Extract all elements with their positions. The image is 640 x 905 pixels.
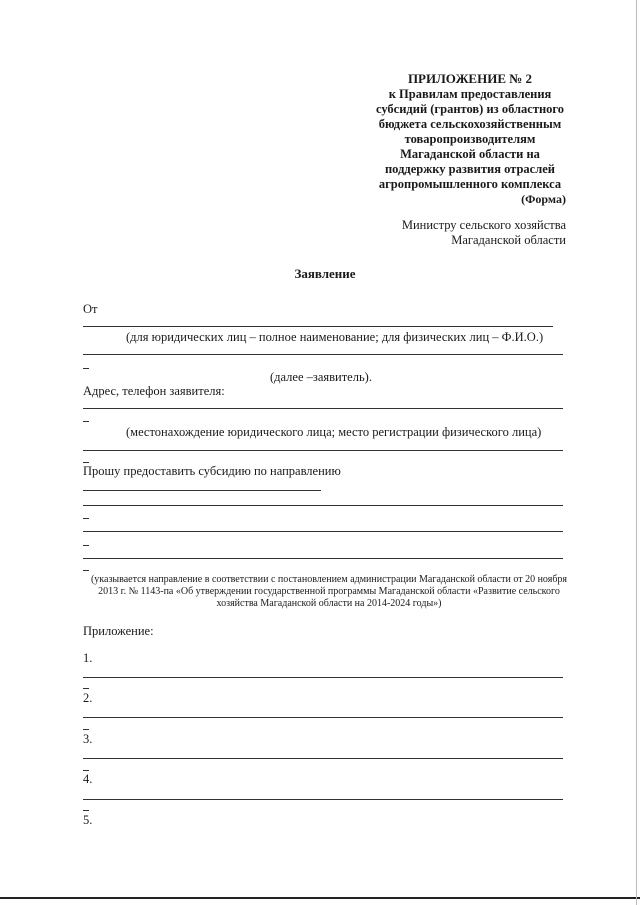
request-text: Прошу предоставить субсидию по направлению — [83, 464, 341, 478]
appendix-line: агропромышленного комплекса — [378, 177, 562, 191]
line-mark — [83, 688, 89, 689]
document-title: Заявление — [294, 266, 356, 281]
appendix-line: Магаданской области на — [400, 147, 540, 161]
form-label: (Форма) — [521, 192, 566, 206]
from-name-field-2[interactable] — [83, 354, 563, 355]
appendix-line: субсидий (грантов) из областного — [375, 102, 565, 116]
line-mark — [83, 518, 89, 519]
direction-note: (указывается направление в соответствии с постановлением администрации Магаданской области от 20 ноября 2013 г. № 1143-па «Об утверждении государственной программы Магаданской области «Развитие сельского хозяйства Магаданской области на 2014-2024 годы») — [90, 574, 568, 609]
line-mark — [83, 810, 89, 811]
from-label: От — [83, 302, 98, 316]
line-mark — [83, 570, 89, 571]
direction-field-3[interactable] — [83, 531, 563, 532]
applicant-hint: (далее –заявитель). — [270, 370, 372, 384]
attachment-field[interactable] — [83, 758, 563, 759]
address-field[interactable] — [83, 408, 563, 409]
appendix-line: поддержку развития отраслей — [384, 162, 555, 176]
from-hint: (для юридических лиц – полное наименование; для физических лиц – Ф.И.О.) — [126, 330, 544, 344]
appendix-subtitle — [340, 87, 600, 192]
attachment-field[interactable] — [83, 717, 563, 718]
line-mark — [83, 545, 89, 546]
attachment-number: 2. — [83, 691, 93, 705]
attachment-number: 4. — [83, 772, 93, 786]
attachment-number: 3. — [83, 732, 93, 746]
appendix-line: бюджета сельскохозяйственным — [378, 117, 562, 131]
from-name-field[interactable] — [83, 326, 553, 327]
location-hint: (местонахождение юридического лица; место регистрации физического лица) — [126, 425, 542, 439]
line-mark — [83, 368, 89, 369]
attachment-label: Приложение: — [83, 624, 154, 638]
direction-field-2[interactable] — [83, 505, 563, 506]
direction-field[interactable] — [83, 490, 321, 491]
line-mark — [83, 462, 89, 463]
scan-border — [0, 897, 640, 899]
addressee — [402, 218, 566, 248]
addressee-line: Магаданской области — [451, 233, 566, 247]
direction-field-4[interactable] — [83, 558, 563, 559]
attachment-field[interactable] — [83, 799, 563, 800]
scan-border — [636, 0, 637, 905]
attachment-number: 5. — [83, 813, 93, 827]
address-label: Адрес, телефон заявителя: — [83, 384, 225, 398]
address-field-2[interactable] — [83, 450, 563, 451]
appendix-title: ПРИЛОЖЕНИЕ № 2 — [407, 71, 533, 86]
attachment-field[interactable] — [83, 677, 563, 678]
appendix-line: товаропроизводителям — [404, 132, 536, 146]
line-mark — [83, 729, 89, 730]
attachment-number: 1. — [83, 651, 93, 665]
appendix-line: к Правилам предоставления — [388, 87, 552, 101]
addressee-line: Министру сельского хозяйства — [401, 218, 566, 232]
line-mark — [83, 421, 89, 422]
line-mark — [83, 770, 89, 771]
